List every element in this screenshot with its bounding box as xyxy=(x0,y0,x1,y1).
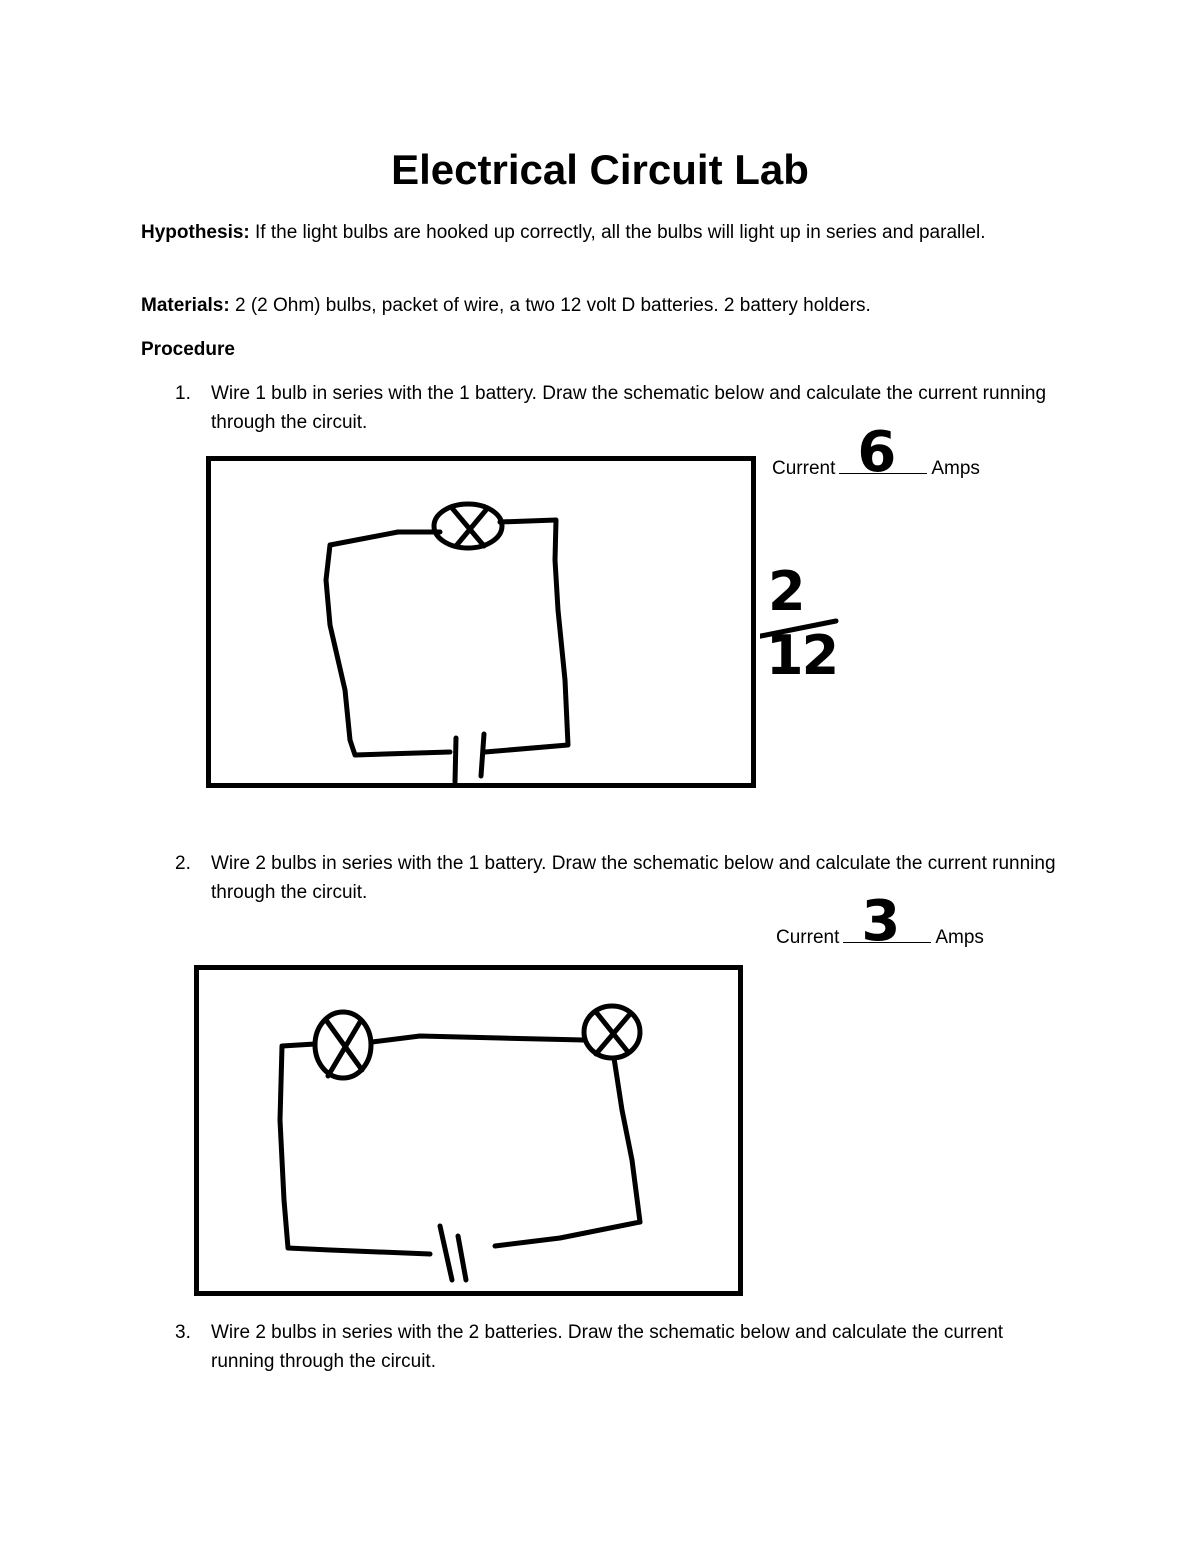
wire-path xyxy=(495,1058,640,1246)
battery-plate-icon xyxy=(458,1236,466,1280)
step-number: 1. xyxy=(175,383,191,404)
fraction-numerator: 2 xyxy=(768,560,806,623)
step-number: 2. xyxy=(175,853,191,874)
step-text: Wire 1 bulb in series with the 1 battery. Draw the schematic below and calculate the current running through the circuit. xyxy=(211,383,1047,433)
current-label: Current xyxy=(776,927,840,948)
materials-text: 2 (2 Ohm) bulbs, packet of wire, a two 12 volt D batteries. 2 battery holders. xyxy=(229,295,871,316)
fraction-denominator: 12 xyxy=(766,624,838,687)
current-unit: Amps xyxy=(935,927,984,948)
handwritten-current-value: 3 xyxy=(861,889,901,954)
handwritten-current-value: 6 xyxy=(857,420,897,485)
materials-label: Materials: xyxy=(141,295,230,316)
current-label: Current xyxy=(772,458,836,479)
hypothesis-label: Hypothesis: xyxy=(141,222,250,243)
procedure-heading: Procedure xyxy=(141,339,235,360)
hypothesis-text: If the light bulbs are hooked up correctly, all the bulbs will light up in series and parallel. xyxy=(249,222,986,243)
step-text: Wire 2 bulbs in series with the 2 batteries. Draw the schematic below and calculate the current running through the circuit. xyxy=(211,1322,1004,1372)
step-text: Wire 2 bulbs in series with the 1 battery. Draw the schematic below and calculate the current running through the circuit. xyxy=(211,853,1056,903)
battery-plate-icon xyxy=(440,1226,452,1280)
step-number: 3. xyxy=(175,1322,191,1343)
current-unit: Amps xyxy=(931,458,980,479)
wire-path xyxy=(372,1036,584,1042)
page-title: Electrical Circuit Lab xyxy=(391,146,809,193)
